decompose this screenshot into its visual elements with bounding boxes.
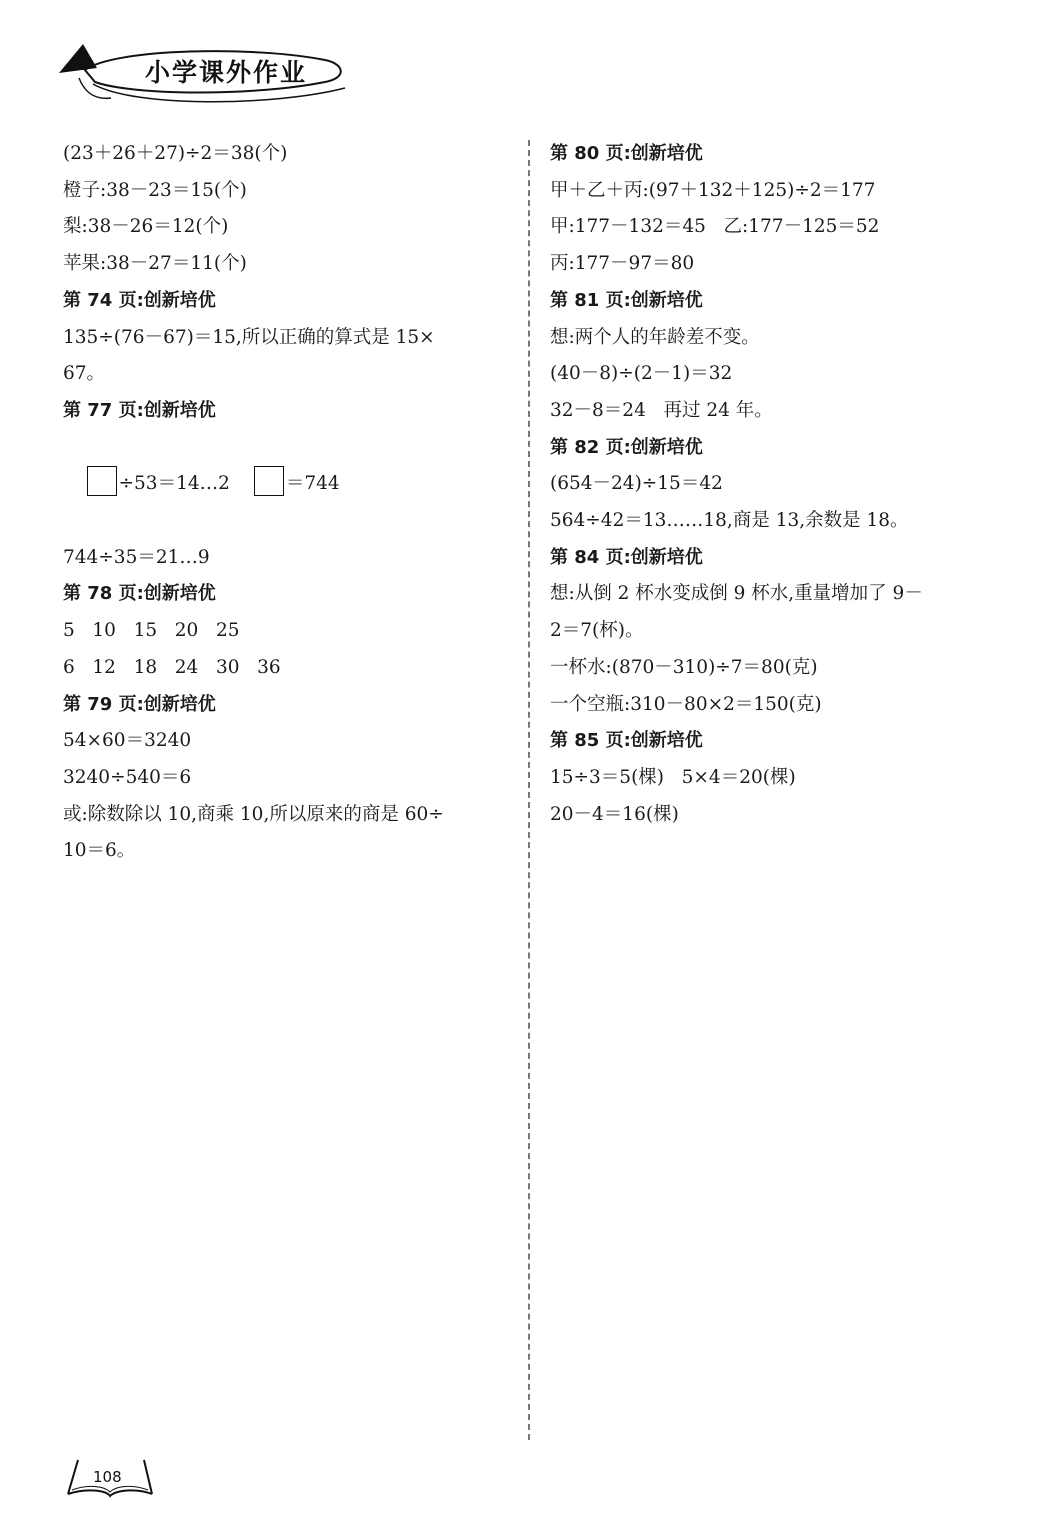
answer-line: 甲＋乙＋丙:(97＋132＋125)÷2＝177 [550,179,876,201]
section-heading: 第 82 页:创新培优 [550,436,703,458]
column-divider [528,140,530,1440]
section-heading: 第 85 页:创新培优 [550,730,703,752]
answer-line: 564÷42＝13……18,商是 13,余数是 18。 [550,510,909,532]
section-heading: 第 84 页:创新培优 [550,546,703,568]
answer-line: (654－24)÷15＝42 [550,473,723,495]
section-heading: 第 81 页:创新培优 [550,289,703,311]
answer-line: 2＝7(杯)。 [550,620,644,642]
header-banner [55,38,355,108]
answer-line: 67。 [63,363,106,385]
answer-line: 54×60＝3240 [63,730,192,752]
answer-line: (23＋26＋27)÷2＝38(个) [63,143,288,164]
answer-line: 梨:38－26＝12(个) [63,216,229,238]
answer-line: 想:两个人的年龄差不变。 [550,326,760,348]
answer-line: 一个空瓶:310－80×2＝150(克) [550,693,822,715]
answer-line: 想:从倒 2 杯水变成倒 9 杯水,重量增加了 9－ [550,583,923,605]
page-number: 108 [93,1468,122,1486]
box-equation-part: ÷53＝14…2 [118,473,230,495]
answer-line: 橙子:38－23＝15(个) [63,179,247,201]
answer-line: 甲:177－132＝45 乙:177－125＝52 [550,216,880,238]
box-equation-part: ＝744 [285,473,340,495]
answer-line: 苹果:38－27＝11(个) [63,253,247,275]
box-equation-line [63,430,503,540]
section-heading: 第 79 页:创新培优 [63,693,216,715]
section-heading: 第 78 页:创新培优 [63,583,216,605]
answer-line: 丙:177－97＝80 [550,253,695,275]
answer-line: 135÷(76－67)＝15,所以正确的算式是 15× [63,326,435,348]
answer-line: 5 10 15 20 25 [63,620,240,642]
header-title: 小学课外作业 [145,58,308,87]
blank-box [87,466,117,496]
answer-line: 744÷35＝21…9 [63,546,210,568]
answer-line: 15÷3＝5(棵) 5×4＝20(棵) [550,766,796,788]
right-column [550,136,990,833]
section-heading: 第 77 页:创新培优 [63,399,216,421]
left-column [63,136,503,870]
blank-box [254,466,284,496]
answer-line: 10＝6。 [63,840,136,862]
answer-line: 3240÷540＝6 [63,766,192,788]
answer-line: 或:除数除以 10,商乘 10,所以原来的商是 60÷ [63,803,444,825]
section-heading: 第 80 页:创新培优 [550,143,703,164]
answer-line: 20－4＝16(棵) [550,803,679,825]
answer-line: 6 12 18 24 30 36 [63,656,281,678]
section-heading: 第 74 页:创新培优 [63,289,216,311]
answer-line: 32－8＝24 再过 24 年。 [550,399,773,421]
answer-line: (40－8)÷(2－1)＝32 [550,363,733,385]
answer-line: 一杯水:(870－310)÷7＝80(克) [550,656,818,678]
